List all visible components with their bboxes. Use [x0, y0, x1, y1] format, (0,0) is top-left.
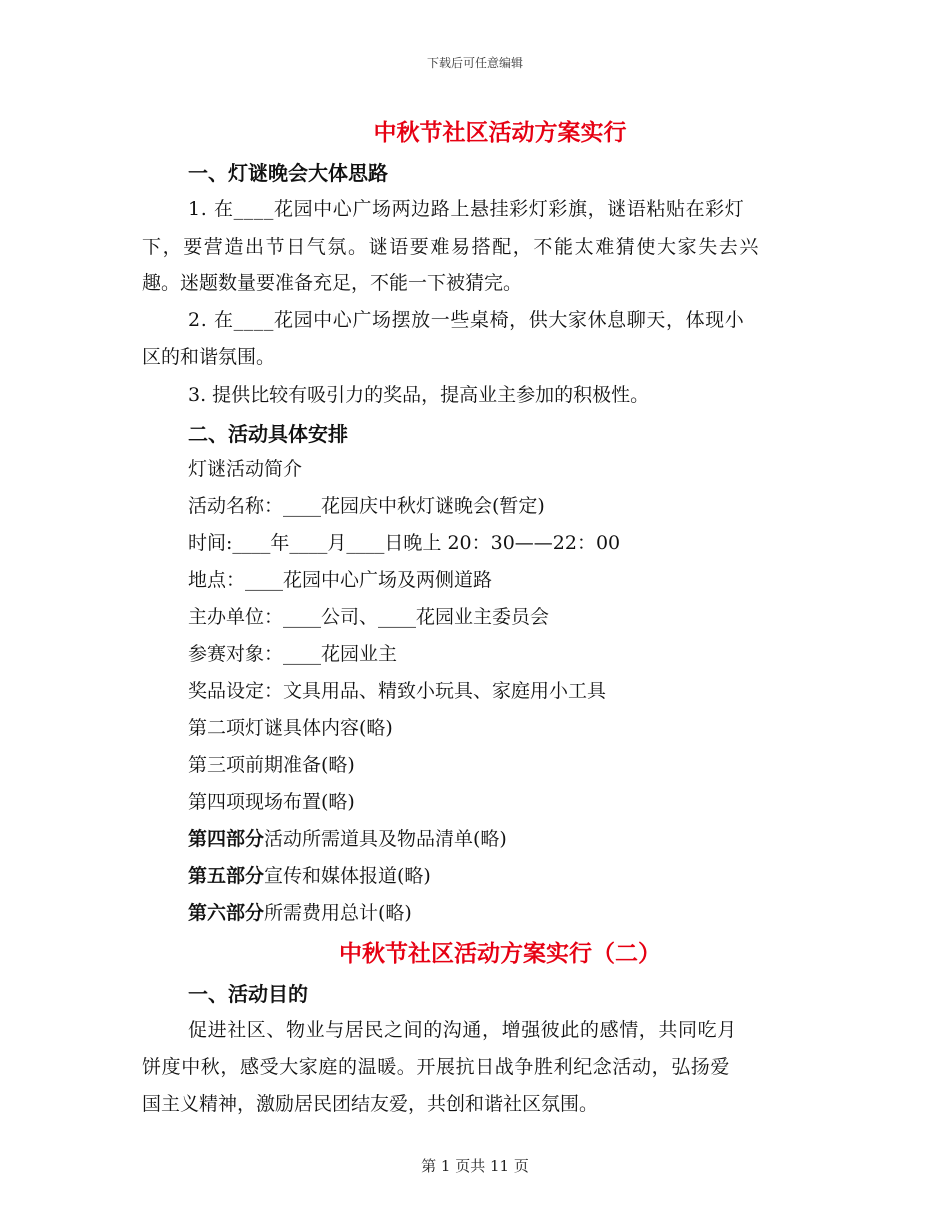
section-heading: 一、活动目的 [188, 982, 308, 1006]
part-line [188, 861, 431, 888]
part-line [188, 824, 507, 851]
paragraph-line: 1. 在____花园中心广场两边路上悬挂彩灯彩旗，谜语粘贴在彩灯 [188, 198, 745, 220]
section-heading: 二、活动具体安排 [188, 422, 348, 446]
paragraph-line: 饼度中秋，感受大家庭的温暖。开展抗日战争胜利纪念活动，弘扬爱 [142, 1056, 731, 1078]
part-label: 第五部分 [188, 865, 265, 887]
schedule-line: 时间:____年____月____日晚上 20：30——22：00 [188, 532, 621, 554]
part-label: 第六部分 [188, 902, 265, 924]
schedule-line: 主办单位：____公司、____花园业主委员会 [188, 606, 550, 628]
paragraph-line: 3. 提供比较有吸引力的奖品，提高业主参加的积极性。 [188, 384, 650, 406]
schedule-line: 第四项现场布置(略) [188, 791, 355, 813]
part-text: 活动所需道具及物品清单(略) [264, 828, 507, 850]
schedule-line: 奖品设定：文具用品、精致小玩具、家庭用小工具 [188, 680, 607, 702]
schedule-line: 活动名称：____花园庆中秋灯谜晚会(暂定) [188, 495, 545, 517]
paragraph-line: 下，要营造出节日气氛。谜语要难易搭配，不能太难猜使大家失去兴 [142, 236, 761, 258]
paragraph-line: 区的和谐氛围。 [142, 346, 276, 368]
part-line [188, 898, 412, 925]
document-title: 中秋节社区活动方案实行（二） [339, 940, 661, 967]
paragraph-line: 国主义精神，激励居民团结友爱，共创和谐社区氛围。 [142, 1093, 599, 1115]
schedule-line: 第三项前期准备(略) [188, 754, 355, 776]
paragraph-line: 促进社区、物业与居民之间的沟通，增强彼此的感情，共同吃月 [188, 1019, 737, 1041]
header-note: 下载后可任意编辑 [426, 56, 523, 70]
page-footer: 第 1 页共 11 页 [421, 1157, 529, 1175]
paragraph-line: 趣。迷题数量要准备充足，不能一下被猜完。 [142, 272, 523, 294]
schedule-line: 第二项灯谜具体内容(略) [188, 717, 393, 739]
section-heading: 一、灯谜晚会大体思路 [188, 161, 388, 185]
part-label: 第四部分 [188, 828, 265, 850]
schedule-line: 灯谜活动简介 [188, 458, 303, 480]
schedule-line: 地点：____花园中心广场及两侧道路 [188, 569, 493, 591]
part-text: 宣传和媒体报道(略) [264, 865, 431, 887]
part-text: 所需费用总计(略) [264, 902, 412, 924]
paragraph-line: 2. 在____花园中心广场摆放一些桌椅，供大家休息聊天，体现小 [188, 309, 745, 331]
document-title: 中秋节社区活动方案实行 [373, 119, 627, 146]
schedule-line: 参赛对象：____花园业主 [188, 643, 398, 665]
